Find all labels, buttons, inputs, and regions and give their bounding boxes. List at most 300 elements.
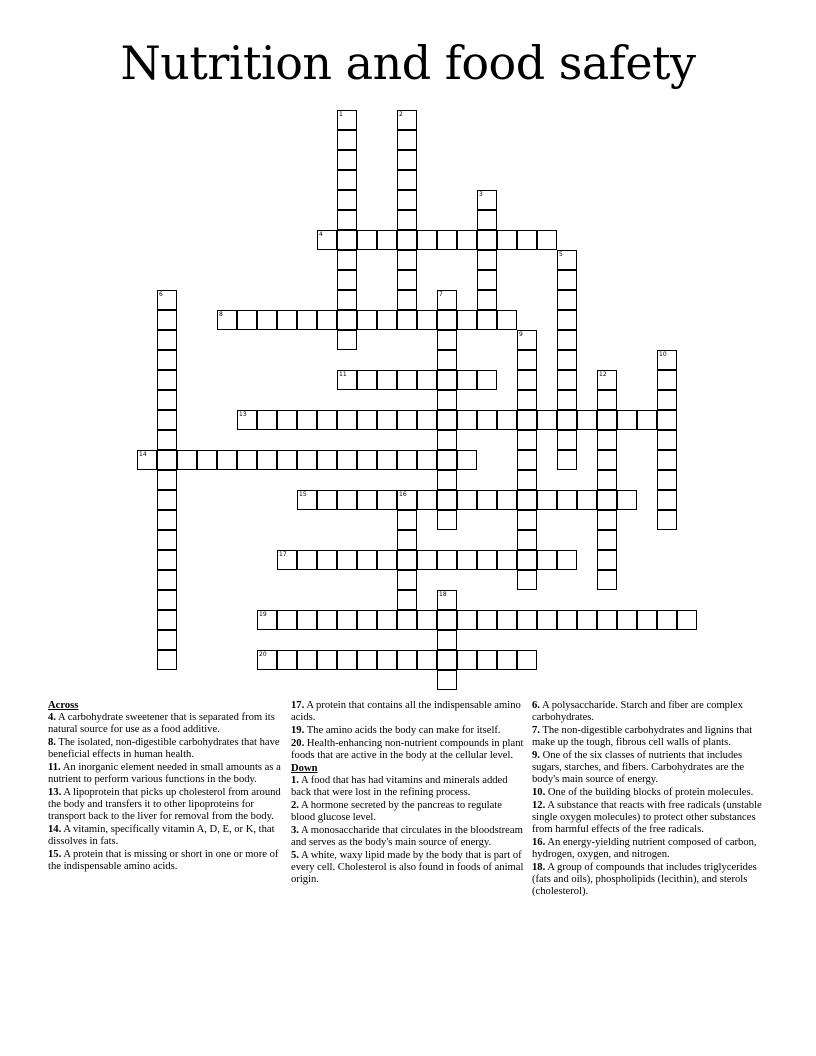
clue-item <box>48 787 284 823</box>
grid-cell[interactable] <box>337 550 357 570</box>
grid-cell[interactable] <box>617 610 637 630</box>
grid-cell[interactable] <box>597 530 617 550</box>
grid-cell[interactable] <box>497 610 517 630</box>
grid-cell[interactable] <box>277 610 297 630</box>
grid-cell[interactable] <box>557 410 577 430</box>
grid-cell[interactable] <box>397 410 417 430</box>
grid-cell[interactable] <box>597 550 617 570</box>
grid-cell[interactable] <box>657 510 677 530</box>
grid-cell[interactable] <box>657 470 677 490</box>
grid-cell[interactable] <box>157 510 177 530</box>
clue-item <box>48 712 284 736</box>
grid-cell[interactable] <box>477 490 497 510</box>
grid-cell[interactable] <box>437 370 457 390</box>
clue-text: A polysaccharide. Starch and fiber are complex carbohydrates. <box>532 700 743 723</box>
across-heading: Across <box>48 700 79 711</box>
grid-cell[interactable] <box>417 450 437 470</box>
grid-cell[interactable] <box>557 270 577 290</box>
grid-cell[interactable] <box>317 490 337 510</box>
grid-cell[interactable] <box>157 330 177 350</box>
grid-cell[interactable] <box>477 210 497 230</box>
grid-cell[interactable] <box>437 610 457 630</box>
cell-number: 1 <box>339 111 343 118</box>
cell-number: 19 <box>259 611 267 618</box>
grid-cell[interactable] <box>497 310 517 330</box>
clue-text: One of the building blocks of protein molecules. <box>545 787 754 798</box>
clue-text: A food that has had vitamins and minerals added back that were lost in the refining process. <box>291 775 508 798</box>
grid-cell[interactable] <box>397 590 417 610</box>
grid-cell[interactable] <box>377 410 397 430</box>
grid-cell[interactable] <box>377 310 397 330</box>
grid-cell[interactable] <box>337 210 357 230</box>
grid-cell[interactable] <box>517 390 537 410</box>
clue-text: A protein that is missing or short in one or more of the indispensable amino acids. <box>48 849 279 872</box>
grid-cell[interactable] <box>477 290 497 310</box>
grid-cell[interactable] <box>517 450 537 470</box>
clue-number: 9. <box>532 750 540 761</box>
clue-text: A protein that contains all the indispensable amino acids. <box>291 700 521 723</box>
grid-cell[interactable] <box>457 230 477 250</box>
grid-cell[interactable] <box>157 310 177 330</box>
grid-cell[interactable] <box>477 310 497 330</box>
clue-item <box>291 825 527 849</box>
grid-cell[interactable] <box>437 650 457 670</box>
grid-cell[interactable] <box>477 370 497 390</box>
grid-cell[interactable] <box>597 470 617 490</box>
grid-cell[interactable] <box>397 150 417 170</box>
grid-cell[interactable] <box>337 410 357 430</box>
clue-item <box>532 800 768 836</box>
grid-cell[interactable] <box>537 610 557 630</box>
grid-cell[interactable] <box>577 410 597 430</box>
grid-cell[interactable] <box>357 490 377 510</box>
grid-cell[interactable] <box>297 410 317 430</box>
grid-cell[interactable] <box>397 450 417 470</box>
grid-cell[interactable] <box>597 610 617 630</box>
grid-cell[interactable] <box>377 650 397 670</box>
grid-cell[interactable] <box>357 370 377 390</box>
cell-number: 17 <box>279 551 287 558</box>
grid-cell[interactable] <box>457 490 477 510</box>
grid-cell[interactable] <box>557 490 577 510</box>
grid-cell[interactable] <box>497 650 517 670</box>
grid-cell[interactable] <box>517 650 537 670</box>
grid-cell[interactable] <box>557 290 577 310</box>
grid-cell[interactable] <box>237 310 257 330</box>
grid-cell[interactable] <box>597 510 617 530</box>
clue-item <box>532 862 768 898</box>
grid-cell[interactable] <box>557 330 577 350</box>
grid-cell[interactable] <box>177 450 197 470</box>
grid-cell[interactable] <box>457 610 477 630</box>
clue-item <box>48 737 284 761</box>
clue-item <box>48 849 284 873</box>
grid-cell[interactable] <box>157 450 177 470</box>
cell-number: 9 <box>519 331 523 338</box>
grid-cell[interactable] <box>557 450 577 470</box>
cell-number: 4 <box>319 231 323 238</box>
grid-cell[interactable] <box>377 550 397 570</box>
grid-cell[interactable] <box>257 410 277 430</box>
grid-cell[interactable] <box>417 410 437 430</box>
grid-cell[interactable] <box>357 550 377 570</box>
clue-number: 3. <box>291 825 299 836</box>
grid-cell[interactable] <box>377 450 397 470</box>
clue-text: An energy-yielding nutrient composed of carbon, hydrogen, oxygen, and nitrogen. <box>532 837 757 860</box>
clue-number: 15. <box>48 849 62 860</box>
clue-text: A vitamin, specifically vitamin A, D, E, or K, that dissolves in fats. <box>48 824 275 847</box>
clue-item <box>532 700 768 724</box>
cell-number: 10 <box>659 351 667 358</box>
clue-text: A carbohydrate sweetener that is separated from its natural source for use as a food additive. <box>48 712 275 735</box>
cell-number: 20 <box>259 651 267 658</box>
grid-cell[interactable] <box>577 610 597 630</box>
clue-item <box>291 850 527 886</box>
grid-cell[interactable] <box>397 310 417 330</box>
clue-item <box>291 700 527 724</box>
grid-cell[interactable] <box>457 370 477 390</box>
grid-cell[interactable] <box>597 490 617 510</box>
grid-cell[interactable] <box>557 610 577 630</box>
grid-cell[interactable] <box>437 510 457 530</box>
grid-cell[interactable] <box>557 310 577 330</box>
grid-cell[interactable] <box>437 410 457 430</box>
grid-cell[interactable] <box>277 650 297 670</box>
grid-cell[interactable] <box>497 550 517 570</box>
clue-number: 4. <box>48 712 56 723</box>
cell-number: 3 <box>479 191 483 198</box>
grid-cell[interactable] <box>317 610 337 630</box>
clue-number: 20. <box>291 738 305 749</box>
grid-cell[interactable] <box>657 610 677 630</box>
cell-number: 2 <box>399 111 403 118</box>
cell-number: 7 <box>439 291 443 298</box>
grid-cell[interactable] <box>377 230 397 250</box>
grid-cell[interactable] <box>517 490 537 510</box>
grid-cell[interactable] <box>257 450 277 470</box>
grid-cell[interactable] <box>517 230 537 250</box>
grid-cell[interactable] <box>477 250 497 270</box>
grid-cell[interactable] <box>457 450 477 470</box>
grid-cell[interactable] <box>417 650 437 670</box>
grid-cell[interactable] <box>557 550 577 570</box>
grid-cell[interactable] <box>517 370 537 390</box>
grid-cell[interactable] <box>517 530 537 550</box>
clue-text: An inorganic element needed in small amounts as a nutrient to perform various functions in the body. <box>48 762 281 785</box>
grid-cell[interactable] <box>157 470 177 490</box>
clue-number: 12. <box>532 800 546 811</box>
grid-cell[interactable] <box>557 350 577 370</box>
grid-cell[interactable] <box>357 450 377 470</box>
grid-cell[interactable] <box>397 370 417 390</box>
clue-text: A group of compounds that includes triglycerides (fats and oils), phospholipids (lecithin), and sterols (cholesterol). <box>532 862 757 897</box>
cell-number: 18 <box>439 591 447 598</box>
grid-cell[interactable] <box>337 490 357 510</box>
grid-cell[interactable] <box>517 350 537 370</box>
clue-item <box>532 787 768 799</box>
grid-cell[interactable] <box>337 650 357 670</box>
grid-cell[interactable] <box>657 490 677 510</box>
grid-cell[interactable] <box>277 450 297 470</box>
clue-column-3 <box>532 700 768 899</box>
grid-cell[interactable] <box>257 310 277 330</box>
grid-cell[interactable] <box>417 610 437 630</box>
grid-cell[interactable] <box>317 310 337 330</box>
grid-cell[interactable] <box>657 410 677 430</box>
grid-cell[interactable] <box>497 490 517 510</box>
grid-cell[interactable] <box>597 430 617 450</box>
clue-number: 16. <box>532 837 546 848</box>
grid-cell[interactable] <box>497 230 517 250</box>
grid-cell[interactable] <box>417 370 437 390</box>
grid-cell[interactable] <box>457 650 477 670</box>
grid-cell[interactable] <box>557 430 577 450</box>
grid-cell[interactable] <box>337 270 357 290</box>
grid-cell[interactable] <box>337 250 357 270</box>
cell-number: 11 <box>339 371 347 378</box>
grid-cell[interactable] <box>557 390 577 410</box>
clue-text: The non-digestible carbohydrates and lignins that make up the tough, fibrous cell walls of plants. <box>532 725 753 748</box>
grid-cell[interactable] <box>477 230 497 250</box>
grid-cell[interactable] <box>477 610 497 630</box>
cell-number: 12 <box>599 371 607 378</box>
grid-cell[interactable] <box>517 470 537 490</box>
grid-cell[interactable] <box>397 270 417 290</box>
clue-number: 13. <box>48 787 62 798</box>
grid-cell[interactable] <box>157 630 177 650</box>
grid-cell[interactable] <box>377 610 397 630</box>
grid-cell[interactable] <box>357 610 377 630</box>
grid-cell[interactable] <box>337 170 357 190</box>
grid-cell[interactable] <box>157 530 177 550</box>
grid-cell[interactable] <box>397 210 417 230</box>
grid-cell[interactable] <box>457 550 477 570</box>
cell-number: 15 <box>299 491 307 498</box>
grid-cell[interactable] <box>277 410 297 430</box>
grid-cell[interactable] <box>297 450 317 470</box>
grid-cell[interactable] <box>517 550 537 570</box>
clue-number: 6. <box>532 700 540 711</box>
clue-item <box>291 725 527 737</box>
grid-cell[interactable] <box>337 190 357 210</box>
clue-number: 8. <box>48 737 56 748</box>
grid-cell[interactable] <box>157 550 177 570</box>
grid-cell[interactable] <box>477 650 497 670</box>
grid-cell[interactable] <box>437 550 457 570</box>
grid-cell[interactable] <box>317 650 337 670</box>
grid-cell[interactable] <box>537 490 557 510</box>
grid-cell[interactable] <box>437 330 457 350</box>
grid-cell[interactable] <box>437 430 457 450</box>
grid-cell[interactable] <box>157 570 177 590</box>
clue-item <box>48 762 284 786</box>
cell-number: 6 <box>159 291 163 298</box>
grid-cell[interactable] <box>157 370 177 390</box>
grid-cell[interactable] <box>517 410 537 430</box>
grid-cell[interactable] <box>537 410 557 430</box>
grid-cell[interactable] <box>437 450 457 470</box>
grid-cell[interactable] <box>157 590 177 610</box>
grid-cell[interactable] <box>157 410 177 430</box>
grid-cell[interactable] <box>637 610 657 630</box>
grid-cell[interactable] <box>617 410 637 430</box>
clue-column-1 <box>48 700 284 874</box>
cell-number: 13 <box>239 411 247 418</box>
grid-cell[interactable] <box>397 250 417 270</box>
clue-text: The amino acids the body can make for itself. <box>304 725 501 736</box>
grid-cell[interactable] <box>537 230 557 250</box>
grid-cell[interactable] <box>397 510 417 530</box>
clue-number: 11. <box>48 762 61 773</box>
grid-cell[interactable] <box>337 310 357 330</box>
clue-text: Health-enhancing non-nutrient compounds in plant foods that are active in the body at the cellular level. <box>291 738 524 761</box>
cell-number: 16 <box>399 491 407 498</box>
grid-cell[interactable] <box>237 450 257 470</box>
clue-item <box>291 800 527 824</box>
clue-column-2 <box>291 700 527 887</box>
clue-number: 18. <box>532 862 546 873</box>
clue-number: 14. <box>48 824 62 835</box>
grid-cell[interactable] <box>417 310 437 330</box>
grid-cell[interactable] <box>337 150 357 170</box>
grid-cell[interactable] <box>157 610 177 630</box>
grid-cell[interactable] <box>437 230 457 250</box>
grid-cell[interactable] <box>517 430 537 450</box>
clue-item <box>48 824 284 848</box>
grid-cell[interactable] <box>157 650 177 670</box>
grid-cell[interactable] <box>317 410 337 430</box>
grid-cell[interactable] <box>357 310 377 330</box>
grid-cell[interactable] <box>157 350 177 370</box>
grid-cell[interactable] <box>297 310 317 330</box>
grid-cell[interactable] <box>337 610 357 630</box>
grid-cell[interactable] <box>657 450 677 470</box>
grid-cell[interactable] <box>477 550 497 570</box>
grid-cell[interactable] <box>337 290 357 310</box>
grid-cell[interactable] <box>517 610 537 630</box>
grid-cell[interactable] <box>157 390 177 410</box>
grid-cell[interactable] <box>337 230 357 250</box>
grid-cell[interactable] <box>497 410 517 430</box>
grid-cell[interactable] <box>537 550 557 570</box>
grid-cell[interactable] <box>297 650 317 670</box>
clue-item <box>532 837 768 861</box>
grid-cell[interactable] <box>277 310 297 330</box>
grid-cell[interactable] <box>297 550 317 570</box>
grid-cell[interactable] <box>457 310 477 330</box>
grid-cell[interactable] <box>597 570 617 590</box>
grid-cell[interactable] <box>377 490 397 510</box>
clue-number: 17. <box>291 700 305 711</box>
grid-cell[interactable] <box>597 410 617 430</box>
grid-cell[interactable] <box>397 190 417 210</box>
grid-cell[interactable] <box>437 670 457 690</box>
grid-cell[interactable] <box>437 350 457 370</box>
clue-number: 10. <box>532 787 546 798</box>
clue-text: A white, waxy lipid made by the body that is part of every cell. Cholesterol is also found in foods of animal origin. <box>291 850 524 885</box>
grid-cell[interactable] <box>657 370 677 390</box>
grid-cell[interactable] <box>397 130 417 150</box>
clue-text: A lipoprotein that picks up cholesterol from around the body and transfers it to other lipoproteins for transport back to the liver for removal from the body. <box>48 787 281 822</box>
grid-cell[interactable] <box>517 510 537 530</box>
grid-cell[interactable] <box>617 490 637 510</box>
grid-cell[interactable] <box>517 570 537 590</box>
clue-item <box>291 738 527 762</box>
grid-cell[interactable] <box>437 390 457 410</box>
grid-cell[interactable] <box>437 310 457 330</box>
grid-cell[interactable] <box>577 490 597 510</box>
grid-cell[interactable] <box>557 370 577 390</box>
grid-cell[interactable] <box>397 170 417 190</box>
cell-number: 14 <box>139 451 147 458</box>
clue-text: A hormone secreted by the pancreas to regulate blood glucose level. <box>291 800 502 823</box>
grid-cell[interactable] <box>397 230 417 250</box>
grid-cell[interactable] <box>657 390 677 410</box>
grid-cell[interactable] <box>337 330 357 350</box>
grid-cell[interactable] <box>317 550 337 570</box>
grid-cell[interactable] <box>357 230 377 250</box>
grid-cell[interactable] <box>597 390 617 410</box>
grid-cell[interactable] <box>437 470 457 490</box>
cell-number: 8 <box>219 311 223 318</box>
grid-cell[interactable] <box>657 430 677 450</box>
grid-cell[interactable] <box>357 650 377 670</box>
grid-cell[interactable] <box>437 630 457 650</box>
clue-number: 2. <box>291 800 299 811</box>
grid-cell[interactable] <box>477 270 497 290</box>
grid-cell[interactable] <box>157 430 177 450</box>
grid-cell[interactable] <box>157 490 177 510</box>
grid-cell[interactable] <box>437 490 457 510</box>
clue-number: 5. <box>291 850 299 861</box>
clue-text: A monosaccharide that circulates in the bloodstream and serves as the body's main source of energy. <box>291 825 523 848</box>
grid-cell[interactable] <box>397 530 417 550</box>
grid-cell[interactable] <box>477 410 497 430</box>
clue-number: 19. <box>291 725 305 736</box>
clue-item <box>532 750 768 786</box>
down-heading: Down <box>291 763 318 774</box>
clue-number: 7. <box>532 725 540 736</box>
grid-cell[interactable] <box>217 450 237 470</box>
grid-cell[interactable] <box>397 650 417 670</box>
grid-cell[interactable] <box>417 230 437 250</box>
grid-cell[interactable] <box>357 410 377 430</box>
cell-number: 5 <box>559 251 563 258</box>
grid-cell[interactable] <box>417 550 437 570</box>
clue-item <box>291 775 527 799</box>
clue-text: The isolated, non-digestible carbohydrates that have beneficial effects in human health. <box>48 737 280 760</box>
grid-cell[interactable] <box>297 610 317 630</box>
grid-cell[interactable] <box>397 570 417 590</box>
grid-cell[interactable] <box>337 130 357 150</box>
grid-cell[interactable] <box>377 370 397 390</box>
clue-item <box>532 725 768 749</box>
grid-cell[interactable] <box>417 490 437 510</box>
grid-cell[interactable] <box>337 450 357 470</box>
grid-cell[interactable] <box>597 450 617 470</box>
grid-cell[interactable] <box>317 450 337 470</box>
clue-text: One of the six classes of nutrients that includes sugars, starches, and fibers. Carbohydrates are the body's main source of energy. <box>532 750 745 785</box>
page-title: Nutrition and food safety <box>120 36 696 90</box>
grid-cell[interactable] <box>397 290 417 310</box>
clue-text: A substance that reacts with free radicals (unstable single oxygen molecules) to protect other substances from harmful effects of the free radicals. <box>532 800 762 835</box>
grid-cell[interactable] <box>397 550 417 570</box>
grid-cell[interactable] <box>197 450 217 470</box>
grid-cell[interactable] <box>637 410 657 430</box>
grid-cell[interactable] <box>397 610 417 630</box>
grid-cell[interactable] <box>457 410 477 430</box>
grid-cell[interactable] <box>677 610 697 630</box>
